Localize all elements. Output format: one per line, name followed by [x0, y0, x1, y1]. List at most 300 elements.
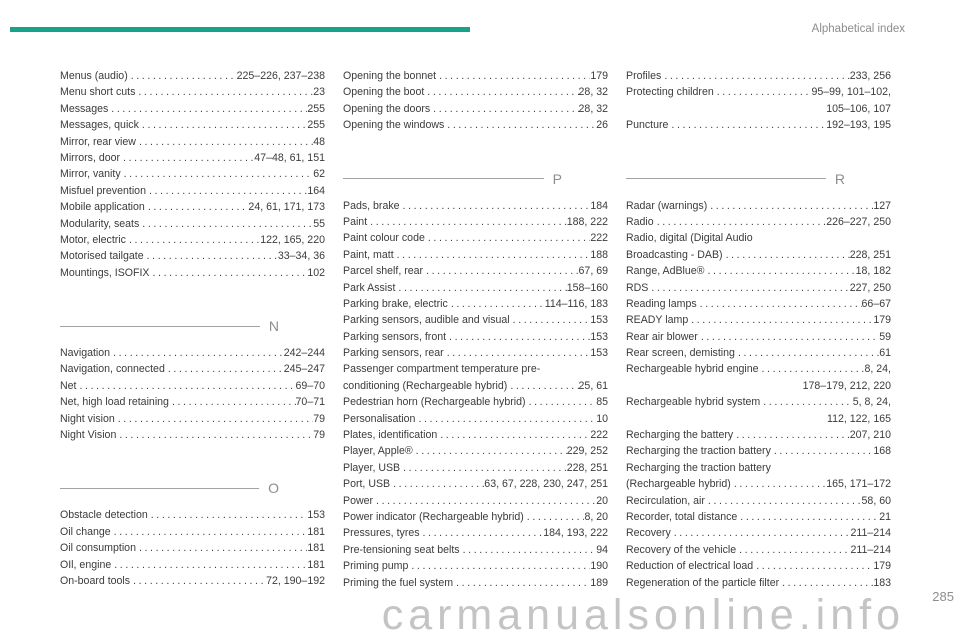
entry-label: Passenger compartment temperature pre-	[343, 363, 541, 376]
dot-leader	[136, 134, 313, 150]
dot-leader	[437, 427, 590, 443]
index-entry	[60, 68, 325, 84]
dot-leader	[150, 265, 308, 281]
dot-leader	[108, 101, 307, 117]
entry-label: Protecting children	[626, 86, 714, 99]
index-entry	[626, 394, 891, 410]
index-entry	[626, 575, 891, 591]
entry-pages: 181	[307, 558, 325, 571]
entry-pages: 8, 24,	[864, 363, 891, 376]
entry-pages: 79	[313, 429, 325, 442]
index-entry	[626, 345, 891, 361]
entry-pages: 28, 32	[578, 102, 608, 115]
section-divider-p	[343, 172, 608, 186]
entry-pages: 48	[313, 135, 325, 148]
entry-label: Opening the bonnet	[343, 70, 437, 82]
index-entry	[626, 230, 891, 246]
entry-pages: 178–179, 212, 220	[802, 379, 891, 392]
entry-pages: 63, 67, 228, 230, 247, 251	[484, 478, 608, 491]
index-entry	[60, 117, 325, 133]
entry-label: Paint	[343, 215, 368, 228]
entry-pages: 226–227, 250	[826, 215, 891, 228]
index-entry	[626, 247, 891, 263]
dot-leader	[507, 378, 578, 394]
entry-pages: 69–70	[295, 379, 325, 392]
entry-label: Priming pump	[343, 560, 409, 573]
dot-leader	[415, 411, 596, 427]
index-entry	[626, 68, 891, 84]
entry-label: Parking sensors, rear	[343, 347, 444, 360]
dot-leader	[116, 427, 313, 443]
section-rule	[60, 488, 259, 489]
entry-pages: 114–116, 183	[544, 297, 608, 310]
entry-pages: 181	[307, 525, 325, 538]
index-entry	[626, 312, 891, 328]
index-columns	[60, 68, 891, 591]
index-entry	[60, 265, 325, 281]
index-entry	[626, 558, 891, 574]
index-entry	[343, 542, 608, 558]
entry-pages: 189	[590, 576, 608, 589]
dot-leader	[400, 198, 591, 214]
section-rule	[343, 178, 544, 179]
entry-pages: 58, 60	[861, 494, 891, 507]
dot-leader	[753, 558, 873, 574]
index-entry	[343, 427, 608, 443]
entry-pages: 47–48, 61, 151	[254, 151, 325, 164]
entry-pages: 190	[590, 560, 608, 573]
dot-leader	[771, 443, 873, 459]
entry-pages: 23	[313, 86, 325, 99]
index-entry	[60, 507, 325, 523]
entry-pages: 242–244	[283, 347, 325, 360]
dot-leader	[111, 557, 307, 573]
index-entry	[626, 411, 891, 427]
index-entry	[60, 84, 325, 100]
index-entry	[626, 542, 891, 558]
page-number: 285	[932, 589, 954, 604]
index-entry	[60, 524, 325, 540]
index-column-middle	[343, 68, 608, 591]
entry-label: Misfuel prevention	[60, 184, 146, 197]
entry-pages: 28, 32	[578, 86, 608, 99]
dot-leader	[110, 345, 284, 361]
entry-pages: 94	[596, 543, 608, 556]
index-entry	[343, 394, 608, 410]
entry-pages: 179	[873, 314, 891, 327]
entry-label: Regeneration of the particle filter	[626, 576, 780, 589]
index-entry	[60, 411, 325, 427]
dot-leader	[779, 575, 873, 591]
entry-label: Park Assist	[343, 281, 396, 294]
dot-leader	[408, 558, 590, 574]
index-entry	[626, 263, 891, 279]
entry-label: Player, USB	[343, 461, 401, 474]
entry-pages: 85	[596, 396, 608, 409]
index-entry	[343, 575, 608, 591]
entry-pages: 122, 165, 220	[260, 233, 325, 246]
index-entry	[60, 540, 325, 556]
entry-label: Mirror, rear view	[60, 135, 136, 148]
entry-pages: 153	[590, 314, 608, 327]
index-column-right	[626, 68, 891, 591]
dot-leader	[430, 101, 578, 117]
entry-pages: 59	[879, 330, 891, 343]
entry-pages: 62	[313, 168, 325, 181]
entry-pages: 153	[307, 509, 325, 522]
entry-pages: 153	[590, 330, 608, 343]
entry-pages: 33–34, 36	[277, 250, 325, 263]
index-entry	[343, 198, 608, 214]
index-column-left	[60, 68, 325, 591]
dot-leader	[390, 476, 484, 492]
dot-leader	[139, 216, 313, 232]
index-entry	[343, 68, 608, 84]
section-letter: O	[268, 480, 279, 497]
index-entry	[626, 493, 891, 509]
index-entry	[343, 443, 608, 459]
entry-label: Menus (audio)	[60, 70, 128, 82]
entry-pages: 227, 250	[849, 281, 891, 294]
index-entry	[626, 117, 891, 133]
dot-leader	[733, 427, 850, 443]
entry-label: (Rechargeable hybrid)	[626, 478, 731, 491]
index-entry	[343, 411, 608, 427]
index-entry	[626, 198, 891, 214]
index-entry	[343, 296, 608, 312]
dot-leader	[135, 84, 313, 100]
dot-leader	[526, 394, 597, 410]
dot-leader	[688, 312, 873, 328]
entry-label: Opening the doors	[343, 102, 431, 115]
entry-pages: 188, 222	[566, 215, 608, 228]
index-entry	[343, 230, 608, 246]
dot-leader	[77, 378, 296, 394]
dot-leader	[136, 540, 307, 556]
entry-label: Power	[343, 494, 374, 507]
index-entry	[60, 427, 325, 443]
entry-pages: 153	[590, 347, 608, 360]
index-entry	[626, 378, 891, 394]
index-entry	[626, 329, 891, 345]
index-entry	[626, 296, 891, 312]
entry-pages: 183	[873, 576, 891, 589]
index-entry	[60, 557, 325, 573]
entry-label: Pads, brake	[343, 199, 400, 212]
dot-leader	[705, 493, 862, 509]
entry-pages: 179	[873, 560, 891, 573]
index-entry	[60, 378, 325, 394]
entry-pages: 79	[313, 412, 325, 425]
index-entry	[60, 248, 325, 264]
entry-label: Radio	[626, 215, 654, 228]
index-entry	[343, 493, 608, 509]
entry-pages: 255	[307, 102, 325, 115]
dot-leader	[460, 542, 597, 558]
dot-leader	[413, 443, 567, 459]
entry-label: Oil change	[60, 525, 111, 538]
entry-pages: 179	[590, 70, 608, 82]
entry-pages: 164	[307, 184, 325, 197]
entry-label: Radar (warnings)	[626, 199, 708, 212]
dot-leader	[145, 199, 249, 215]
entry-label: Navigation	[60, 347, 111, 360]
entry-pages: 5, 8, 24,	[852, 396, 891, 409]
dot-leader	[126, 232, 260, 248]
entry-label: Power indicator (Rechargeable hybrid)	[343, 510, 524, 523]
entry-label: Menu short cuts	[60, 86, 136, 99]
entry-label: Paint, matt	[343, 248, 394, 261]
index-entry	[626, 84, 891, 100]
entry-label: RDS	[626, 281, 649, 294]
entry-pages: 66–67	[861, 297, 891, 310]
entry-pages: 168	[873, 445, 891, 458]
entry-label: Opening the boot	[343, 86, 425, 99]
entry-pages: 20	[596, 494, 608, 507]
index-entry	[60, 150, 325, 166]
entry-pages: 102	[307, 266, 325, 279]
entry-pages: 72, 190–192	[266, 574, 325, 587]
dot-leader	[130, 573, 266, 589]
section-divider-o	[60, 481, 325, 495]
dot-leader	[453, 575, 590, 591]
entry-label: Parcel shelf, rear	[343, 265, 424, 278]
dot-leader	[420, 525, 544, 541]
index-entry	[343, 460, 608, 476]
entry-pages: 105–106, 107	[826, 102, 891, 115]
entry-label: Broadcasting - DAB)	[626, 248, 723, 261]
entry-pages: 158–160	[566, 281, 608, 294]
dot-leader	[661, 68, 849, 84]
section-divider-n	[60, 319, 325, 333]
index-entry	[626, 427, 891, 443]
entry-pages: 222	[590, 232, 608, 245]
entry-label: Priming the fuel system	[343, 576, 454, 589]
index-entry	[343, 345, 608, 361]
entry-pages: 70–71	[295, 396, 325, 409]
dot-leader	[735, 345, 879, 361]
dot-leader	[707, 198, 873, 214]
dot-leader	[760, 394, 852, 410]
dot-leader	[424, 84, 578, 100]
index-entry	[343, 280, 608, 296]
watermark-text: carmanualsonline.info	[381, 591, 905, 639]
dot-leader	[169, 394, 296, 410]
entry-label: Reading lamps	[626, 297, 697, 310]
entry-pages: 222	[590, 429, 608, 442]
entry-pages: 127	[873, 199, 891, 212]
section-letter: R	[834, 170, 845, 187]
dot-leader	[444, 345, 591, 361]
header-accent-bar	[10, 27, 470, 32]
dot-leader	[115, 411, 313, 427]
dot-leader	[648, 280, 849, 296]
entry-label: Mirrors, door	[60, 151, 121, 164]
dot-leader	[448, 296, 545, 312]
entry-label: Recovery of the vehicle	[626, 543, 737, 556]
entry-pages: 67, 69	[578, 265, 608, 278]
section-rule	[60, 326, 260, 327]
dot-leader	[524, 509, 585, 525]
index-entry	[60, 573, 325, 589]
section-letter: P	[552, 170, 562, 187]
entry-pages: 55	[313, 217, 325, 230]
entry-pages: 95–99, 101–102,	[811, 86, 891, 99]
section-rule	[626, 178, 826, 179]
entry-pages: 225–226, 237–238	[236, 70, 325, 82]
index-entry	[343, 117, 608, 133]
entry-pages: 184, 193, 222	[543, 527, 608, 540]
entry-label: Night vision	[60, 412, 115, 425]
entry-pages: 112, 122, 165	[826, 412, 891, 425]
entry-pages: 25, 61	[578, 379, 608, 392]
dot-leader	[714, 84, 812, 100]
index-entry	[60, 216, 325, 232]
entry-label: Reduction of electrical load	[626, 560, 754, 573]
entry-pages: 255	[307, 119, 325, 132]
entry-label: Recharging the traction battery	[626, 445, 771, 458]
entry-pages: 18, 182	[855, 265, 891, 278]
dot-leader	[367, 214, 567, 230]
dot-leader	[671, 525, 851, 541]
entry-label: Pedestrian horn (Rechargeable hybrid)	[343, 396, 526, 409]
dot-leader	[510, 312, 591, 328]
dot-leader	[400, 460, 567, 476]
index-entry	[343, 329, 608, 345]
entry-pages: 192–193, 195	[826, 119, 891, 132]
entry-pages: 26	[596, 119, 608, 132]
dot-leader	[668, 117, 826, 133]
index-entry	[343, 263, 608, 279]
index-entry	[626, 460, 891, 476]
entry-pages: 8, 20	[584, 510, 608, 523]
section-divider-r	[626, 172, 891, 186]
entry-label: Parking brake, electric	[343, 297, 448, 310]
entry-pages: 228, 251	[566, 461, 608, 474]
dot-leader	[436, 68, 590, 84]
entry-label: Recorder, total distance	[626, 510, 738, 523]
index-entry	[626, 280, 891, 296]
entry-label: Motor, electric	[60, 233, 126, 246]
index-entry	[60, 166, 325, 182]
dot-leader	[121, 166, 314, 182]
index-entry	[60, 199, 325, 215]
entry-label: Mountings, ISOFIX	[60, 266, 150, 279]
dot-leader	[373, 493, 596, 509]
index-entry	[60, 394, 325, 410]
dot-leader	[425, 230, 590, 246]
dot-leader	[697, 296, 862, 312]
index-entry	[343, 312, 608, 328]
index-entry	[343, 476, 608, 492]
entry-label: Recharging the battery	[626, 429, 734, 442]
index-entry	[343, 378, 608, 394]
entry-label: Rear screen, demisting	[626, 347, 735, 360]
entry-label: Recirculation, air	[626, 494, 705, 507]
dot-leader	[731, 476, 826, 492]
entry-label: Net	[60, 379, 77, 392]
index-entry	[626, 214, 891, 230]
section-letter: N	[268, 318, 279, 335]
index-entry	[60, 134, 325, 150]
entry-label: Mirror, vanity	[60, 168, 121, 181]
entry-label: Range, AdBlue®	[626, 265, 705, 278]
entry-label: Messages, quick	[60, 119, 139, 132]
entry-pages: 211–214	[850, 543, 891, 556]
page-header-title: Alphabetical index	[811, 23, 905, 35]
dot-leader	[111, 524, 308, 540]
dot-leader	[144, 248, 278, 264]
entry-label: Motorised tailgate	[60, 250, 144, 263]
entry-label: Mobile application	[60, 201, 145, 214]
entry-label: Rechargeable hybrid system	[626, 396, 761, 409]
dot-leader	[395, 280, 566, 296]
entry-pages: 211–214	[850, 527, 891, 540]
entry-pages: 10	[596, 412, 608, 425]
index-entry	[60, 183, 325, 199]
entry-pages: 229, 252	[566, 445, 608, 458]
entry-label: READY lamp	[626, 314, 689, 327]
entry-label: On-board tools	[60, 574, 131, 587]
index-entry	[343, 84, 608, 100]
entry-label: conditioning (Rechargeable hybrid)	[343, 379, 508, 392]
dot-leader	[146, 183, 307, 199]
dot-leader	[394, 247, 591, 263]
index-entry	[60, 232, 325, 248]
entry-label: Messages	[60, 102, 109, 115]
dot-leader	[128, 68, 237, 84]
entry-label: Parking sensors, front	[343, 330, 447, 343]
index-entry	[626, 443, 891, 459]
index-entry	[343, 214, 608, 230]
entry-label: Player, Apple®	[343, 445, 413, 458]
index-entry	[343, 509, 608, 525]
entry-label: Personalisation	[343, 412, 416, 425]
dot-leader	[446, 329, 590, 345]
index-entry	[60, 101, 325, 117]
entry-pages: 184	[590, 199, 608, 212]
index-entry	[626, 476, 891, 492]
entry-label: Rechargeable hybrid engine	[626, 363, 759, 376]
index-entry	[626, 525, 891, 541]
entry-pages: 245–247	[283, 363, 325, 376]
dot-leader	[759, 361, 865, 377]
entry-label: Obstacle detection	[60, 509, 148, 522]
index-entry	[626, 101, 891, 117]
dot-leader	[444, 117, 596, 133]
dot-leader	[736, 542, 850, 558]
entry-label: Net, high load retaining	[60, 396, 169, 409]
entry-label: Pressures, tyres	[343, 527, 420, 540]
entry-label: Port, USB	[343, 478, 391, 491]
dot-leader	[148, 507, 308, 523]
index-entry	[343, 361, 608, 377]
index-entry	[60, 361, 325, 377]
entry-pages: 61	[879, 347, 891, 360]
dot-leader	[737, 509, 879, 525]
entry-label: Recharging the traction battery	[626, 461, 771, 474]
dot-leader	[705, 263, 856, 279]
dot-leader	[654, 214, 827, 230]
entry-label: Radio, digital (Digital Audio	[626, 232, 753, 245]
index-entry	[343, 101, 608, 117]
entry-pages: 207, 210	[849, 429, 891, 442]
entry-label: Modularity, seats	[60, 217, 140, 230]
entry-pages: 233, 256	[849, 70, 891, 82]
entry-label: Opening the windows	[343, 119, 445, 132]
entry-label: Paint colour code	[343, 232, 425, 245]
index-entry	[60, 345, 325, 361]
